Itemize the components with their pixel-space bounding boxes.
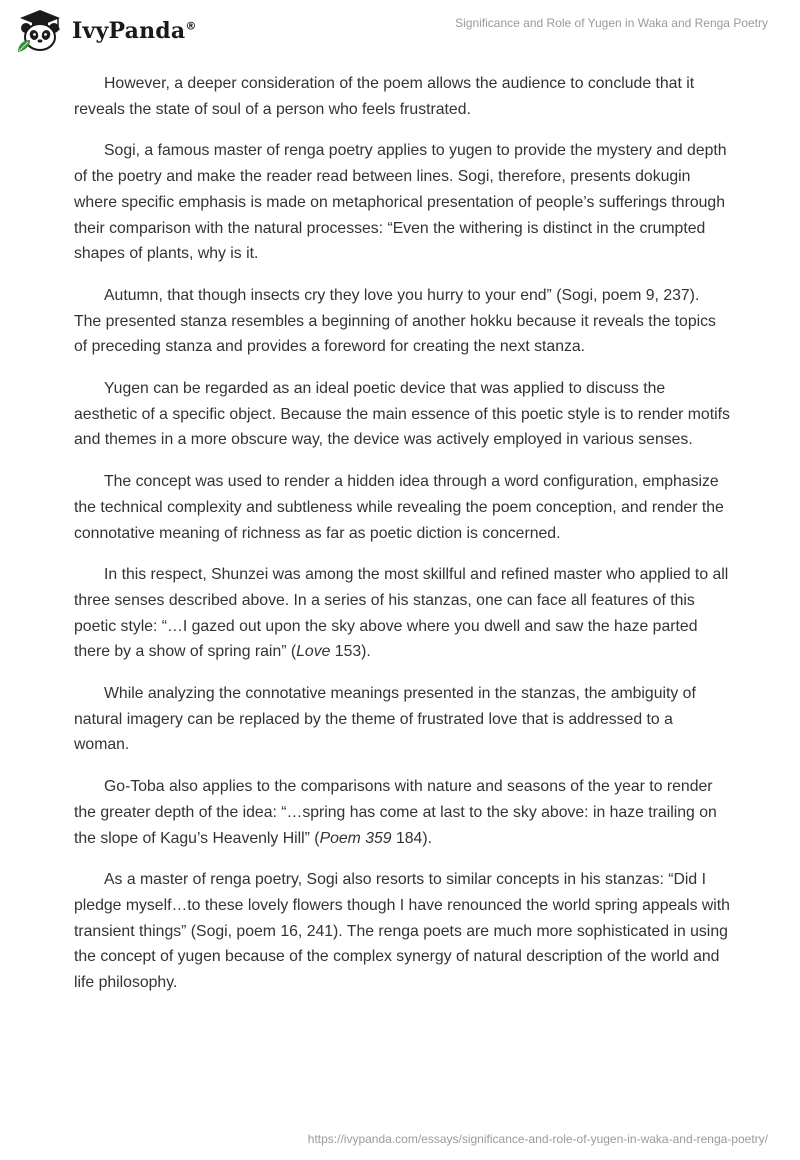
paragraph-text: Go-Toba also applies to the comparisons with nature and seasons of the year to render the greater depth of the idea: “…spring has come at last to the sky above: in haze trailing on the slope of Kagu’s Heavenly Hill” ( bbox=[74, 778, 717, 847]
paragraph bbox=[74, 774, 730, 851]
paragraph-text: In this respect, Shunzei was among the most skillful and refined master who applied to all three senses described above. In a series of his stanzas, one can face all features of this poetic style: “…I gazed out upon the sky above where you dwell and saw the haze parted there by a show of spring rain” ( bbox=[74, 566, 729, 661]
paragraph: The concept was used to render a hidden idea through a word configuration, emphasize the technical complexity and subtleness while revealing the poem conception, and render the connotative meaning of richness as far as poetic diction is concerned. bbox=[74, 473, 724, 542]
panda-graduate-icon bbox=[14, 8, 66, 54]
cited-title: Poem 359 bbox=[319, 829, 392, 847]
paragraph-text: 153). bbox=[330, 643, 371, 661]
ivypanda-logo[interactable] bbox=[14, 8, 197, 54]
essay-body bbox=[74, 71, 730, 1012]
paragraph: While analyzing the connotative meanings presented in the stanzas, the ambiguity of natural imagery can be replaced by the theme of frustrated love that is addressed to a woman. bbox=[74, 685, 696, 754]
source-url[interactable]: https://ivypanda.com/essays/significance-and-role-of-yugen-in-waka-and-renga-poetry/ bbox=[307, 1132, 768, 1146]
paragraph-text: 184). bbox=[391, 829, 432, 847]
cited-title: Love bbox=[296, 643, 331, 661]
paragraph: As a master of renga poetry, Sogi also resorts to similar concepts in his stanzas: “Did I pledge myself…to these lovely flowers though I have renounced the world spring appeals with transient things” (Sogi, poem 16, 241). The renga poets are much more sophisticated in using the concept of yugen because of the complex synergy of natural description of the world and life philosophy. bbox=[74, 871, 730, 992]
paragraph: Autumn, that though insects cry they love you hurry to your end” (Sogi, poem 9, 237). The presented stanza resembles a beginning of another hokku because it reveals the topics of preceding stanza and provides a foreword for creating the next stanza. bbox=[74, 286, 716, 356]
page-header bbox=[0, 0, 800, 60]
document-title: Significance and Role of Yugen in Waka and Renga Poetry bbox=[455, 16, 768, 30]
paragraph: Yugen can be regarded as an ideal poetic device that was applied to discuss the aesthetic of a specific object. Because the main essence of this poetic style is to render motifs and themes in a more obscure way, the device was actively employed in various senses. bbox=[74, 380, 730, 449]
paragraph bbox=[74, 562, 730, 665]
paragraph: Sogi, a famous master of renga poetry applies to yugen to provide the mystery and depth of the poetry and make the reader read between lines. Sogi, therefore, presents dokugin where specific emphasis is made on metaphorical presentation of people’s sufferings through their comparison with the natural processes: “Even the withering is distinct in the crumpted shapes of plants, why is it. bbox=[74, 142, 727, 263]
paragraph: However, a deeper consideration of the poem allows the audience to conclude that it reveals the state of soul of a person who feels frustrated. bbox=[74, 75, 695, 118]
logo-text: IvyPanda® bbox=[72, 18, 197, 44]
